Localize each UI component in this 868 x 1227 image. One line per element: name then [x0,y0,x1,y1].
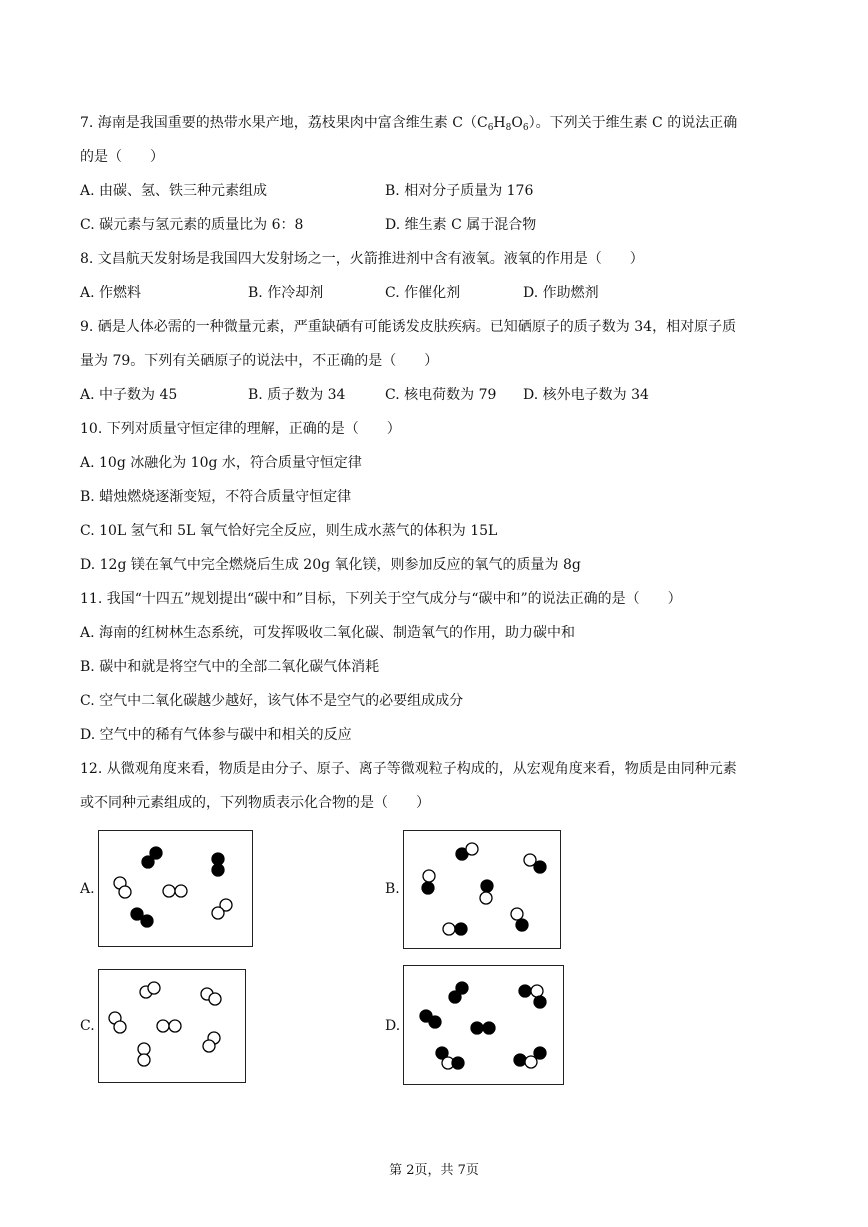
q12-figure-c-label: C. [80,1018,95,1034]
q12-figure-a-label: A. [80,881,95,897]
q11-option-c: C. 空气中二氧化碳越少越好，该气体不是空气的必要组成成分 [80,693,464,709]
atom-filled [534,1047,546,1059]
atom-filled [142,856,154,868]
atom-hollow [148,982,160,994]
atom-filled [455,923,467,935]
q12-stem-line1: 12. 从微观角度来看，物质是由分子、原子、离子等微观粒子构成的，从宏观角度来看，物质是由同种元素 [80,761,737,777]
figure-a-particles [114,847,232,927]
q10-stem: 10. 下列对质量守恒定律的理解，正确的是（ ） [80,421,401,437]
q10-option-d: D. 12g 镁在氧气中完全燃烧后生成 20g 氧化镁，则参加反应的氧气的质量为 8g [80,557,581,573]
q7-option-d: D. 维生素 C 属于混合物 [385,217,537,233]
atom-filled [449,991,461,1003]
atom-hollow [212,907,224,919]
atom-filled [471,1022,483,1034]
atom-hollow [209,993,221,1005]
q8-option-b: B. 作冷却剂 [248,285,324,301]
atom-filled [514,1054,526,1066]
q8-stem: 8. 文昌航天发射场是我国四大发射场之一，火箭推进剂中含有液氧。液氧的作用是（ ） [80,251,644,267]
atom-filled [534,861,546,873]
atom-hollow [480,892,492,904]
q7-option-b: B. 相对分子质量为 176 [385,183,534,199]
atom-hollow [466,843,478,855]
atom-filled [481,880,493,892]
atom-hollow [525,1056,537,1068]
q10-option-b: B. 蜡烛燃烧逐渐变短，不符合质量守恒定律 [80,489,352,505]
q11-option-a: A. 海南的红树林生态系统，可发挥吸收二氧化碳、制造氧气的作用，助力碳中和 [80,625,576,641]
figure-b-particles [422,843,546,935]
q12-figure-d-label: D. [385,1018,401,1034]
atom-filled [422,882,434,894]
q12-stem-line2: 或不同种元素组成的，下列物质表示化合物的是（ ） [80,795,430,811]
atom-hollow [531,985,543,997]
q7-stem-line1: 7. 海南是我国重要的热带水果产地，荔枝果肉中富含维生素 $C(C_6H_8O_6)$。下列关于维生素 C 的说法正确 [80,115,738,133]
atom-filled [519,985,531,997]
q8-option-d: D. 作助燃剂 [523,285,599,301]
atom-filled [452,1057,464,1069]
q7-option-c: C. 碳元素与氢元素的质量比为 6：8 [80,217,304,233]
atom-filled [534,996,546,1008]
q8-option-a: A. 作燃料 [80,285,142,301]
atom-hollow [423,870,435,882]
atom-hollow [138,1043,150,1055]
q9-stem-line1: 9. 硒是人体必需的一种微量元素，严重缺硒有可能诱发皮肤疾病。已知硒原子的质子数为 34，相对原子质 [80,319,737,335]
atom-hollow [169,1020,181,1032]
atom-filled [516,919,528,931]
figure-d-particles [420,982,546,1069]
q11-option-b: B. 碳中和就是将空气中的全部二氧化碳气体消耗 [80,659,380,675]
atom-hollow [138,1054,150,1066]
atom-filled [141,915,153,927]
atom-hollow [163,885,175,897]
atom-hollow [114,1021,126,1033]
q10-option-c: C. 10L 氢气和 5L 氧气恰好完全反应，则生成水蒸气的体积为 15L [80,523,498,539]
q9-option-a: A. 中子数为 45 [80,387,178,403]
atom-filled [212,864,224,876]
atom-hollow [443,923,455,935]
q8-option-c: C. 作催化剂 [385,285,461,301]
q9-option-c: C. 核电荷数为 79 [385,387,497,403]
atom-hollow [175,885,187,897]
q9-stem-line2: 量为 79。下列有关硒原子的说法中，不正确的是（ ） [80,353,439,369]
atom-filled [483,1022,495,1034]
page-footer: 第 2页，共 7页 [389,1163,479,1178]
q9-option-b: B. 质子数为 34 [248,387,346,403]
atom-hollow [157,1020,169,1032]
atom-filled [212,853,224,865]
atom-hollow [203,1040,215,1052]
atom-hollow [511,908,523,920]
atom-hollow [119,886,131,898]
q7-stem-line2: 的是（ ） [80,149,164,165]
figure-c-particles [109,982,221,1066]
q9-option-d: D. 核外电子数为 34 [523,387,649,403]
q10-option-a: A. 10g 冰融化为 10g 水，符合质量守恒定律 [80,455,362,471]
q11-option-d: D. 空气中的稀有气体参与碳中和相关的反应 [80,727,352,743]
atom-filled [429,1016,441,1028]
q7-option-a: A. 由碳、氢、铁三种元素组成 [80,183,268,199]
q11-stem: 11. 我国“十四五”规划提出“碳中和”目标，下列关于空气成分与“碳中和”的说法正确的是（ ） [80,591,682,607]
q12-figure-b-label: B. [385,881,400,897]
